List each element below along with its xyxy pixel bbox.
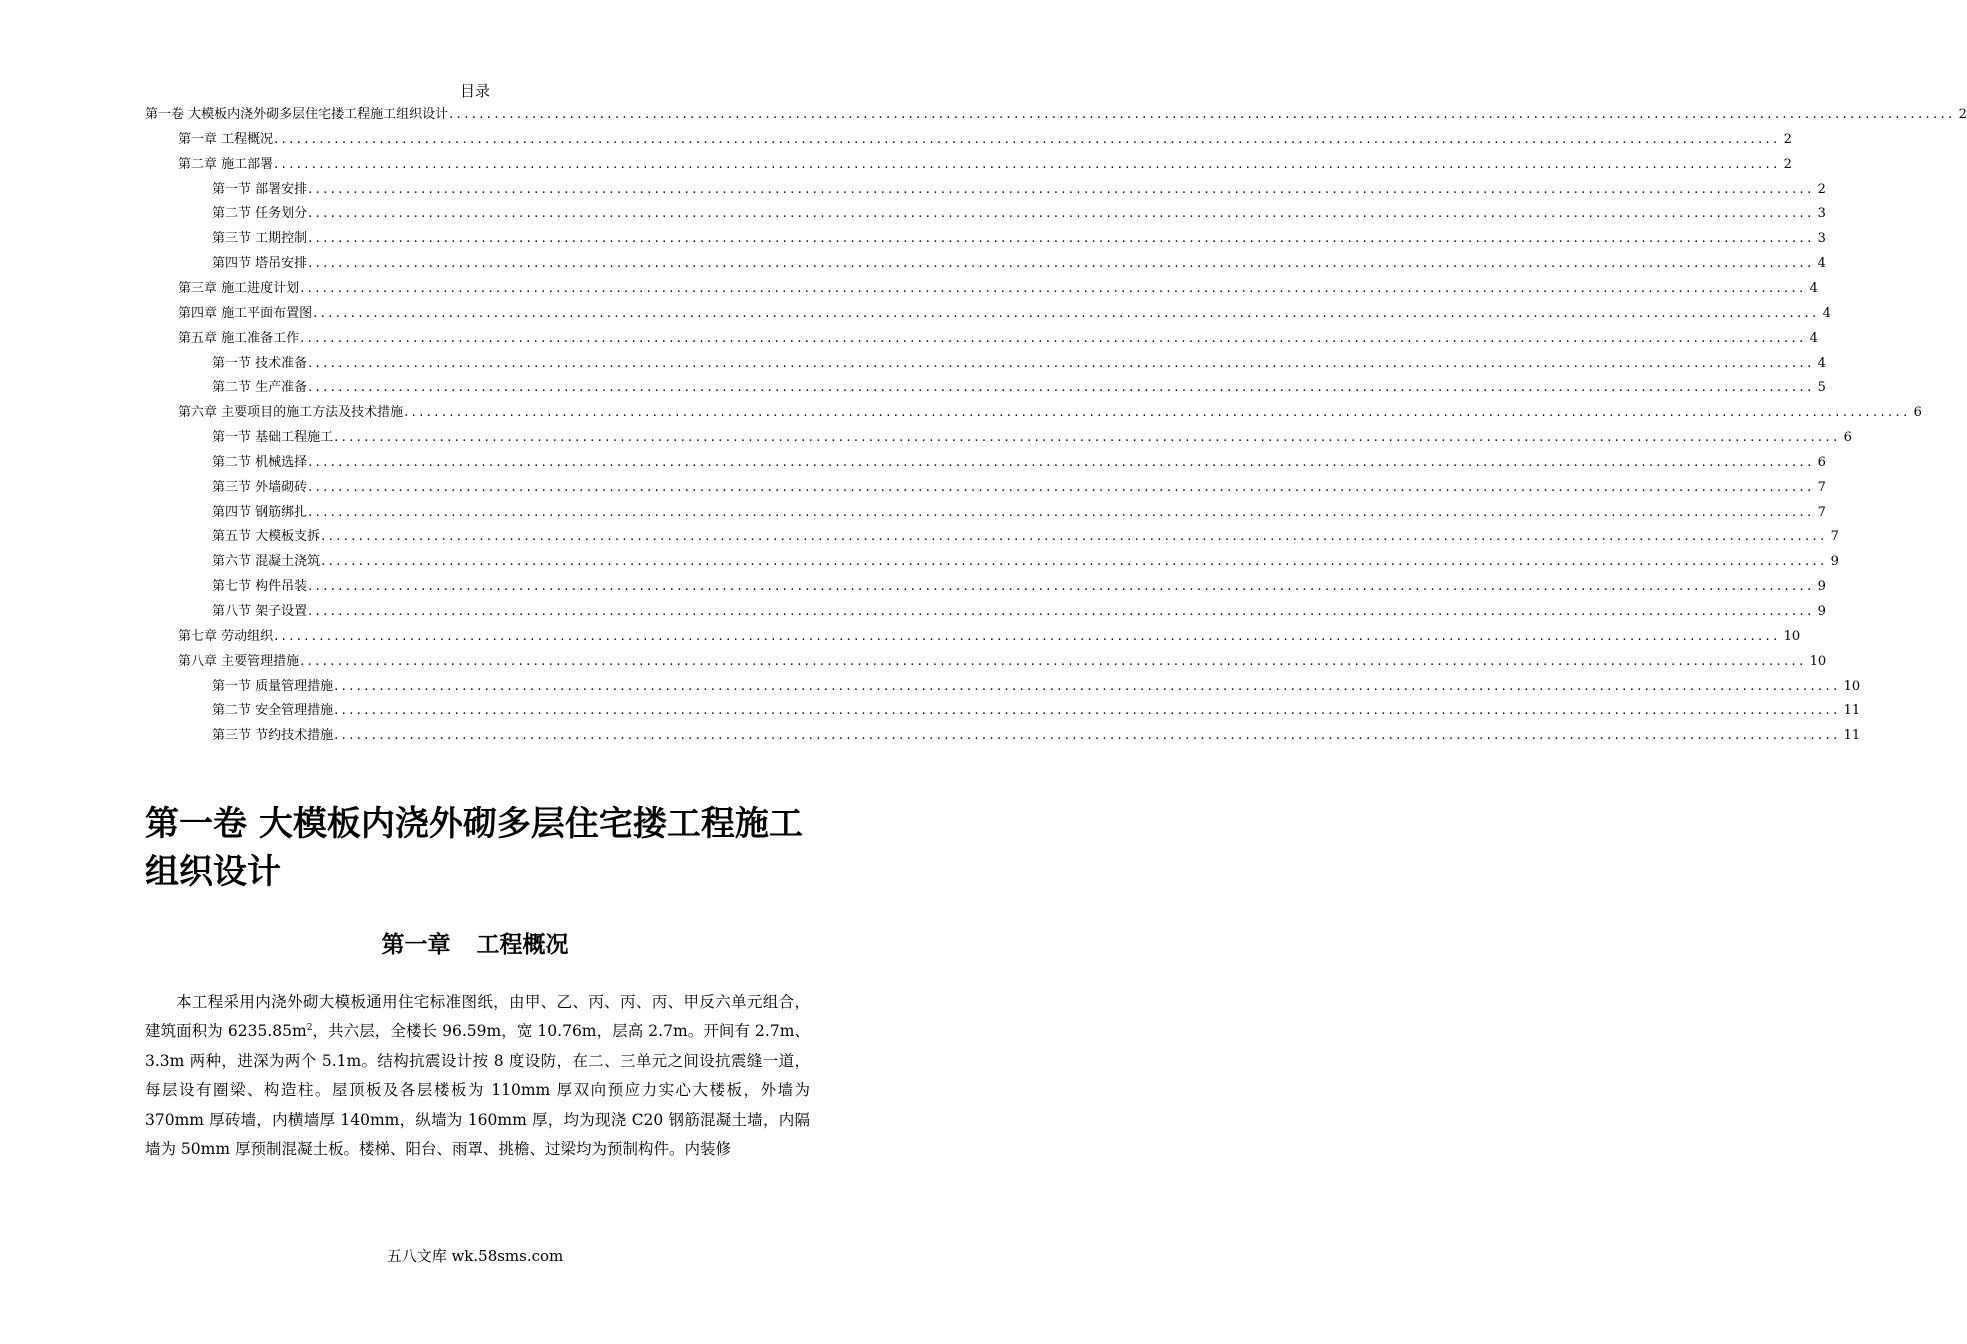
toc-entry-page: 3 <box>1817 206 1826 222</box>
toc-entry[interactable] <box>212 378 1826 398</box>
toc-entry[interactable] <box>178 652 1827 672</box>
toc-entry-page: 6 <box>1817 454 1826 470</box>
toc-dot-leader: ........................................................................................................................................................................................................ <box>308 181 1815 197</box>
toc-dot-leader: ........................................................................................................................................................................................................ <box>321 554 1828 570</box>
toc-entry[interactable] <box>212 552 1839 572</box>
toc-entry[interactable] <box>212 478 1826 498</box>
toc-dot-leader: ........................................................................................................................................................................................................ <box>300 653 1807 669</box>
toc-entry-label: 第一章 工程概况 <box>178 131 274 147</box>
body-paragraph <box>145 988 810 1164</box>
toc-entry[interactable] <box>212 503 1826 523</box>
chapter-number: 第一章 <box>381 932 451 958</box>
toc-entry[interactable] <box>212 229 1826 249</box>
toc-entry-page: 9 <box>1817 579 1826 595</box>
page-footer: 五八文库 wk.58sms.com <box>386 1247 564 1265</box>
toc-entry-page: 10 <box>1843 678 1861 694</box>
toc-entry-page: 10 <box>1809 653 1827 669</box>
toc-entry-page: 3 <box>1817 231 1826 247</box>
toc-entry-label: 第二节 任务划分 <box>212 206 308 222</box>
toc-entry-label: 第三节 外墙砌砖 <box>212 479 308 495</box>
toc-dot-leader: ........................................................................................................................................................................................................ <box>334 728 1841 744</box>
toc-dot-leader: ........................................................................................................................................................................................................ <box>321 529 1828 545</box>
toc-entry[interactable] <box>212 527 1839 547</box>
toc-entry[interactable] <box>212 577 1826 597</box>
chapter-title <box>0 928 950 962</box>
toc-dot-leader: ........................................................................................................................................................................................................ <box>308 380 1815 396</box>
toc-entry-label: 第二章 施工部署 <box>178 156 274 172</box>
toc-dot-leader: ........................................................................................................................................................................................................ <box>308 231 1815 247</box>
chapter-name: 工程概况 <box>476 932 569 958</box>
toc-entry-label: 第五节 大模板支拆 <box>212 529 321 545</box>
toc-entry-page: 7 <box>1830 529 1839 545</box>
toc-entry-page: 6 <box>1913 405 1922 421</box>
toc-entry-label: 第四节 塔吊安排 <box>212 256 308 272</box>
toc-entry-label: 第三节 工期控制 <box>212 231 308 247</box>
toc-entry-page: 5 <box>1817 380 1826 396</box>
toc-dot-leader: ........................................................................................................................................................................................................ <box>308 454 1815 470</box>
toc-entry-page: 4 <box>1817 256 1826 272</box>
toc-entry[interactable] <box>178 279 1818 299</box>
volume-title: 第一卷 大模板内浇外砌多层住宅搂工程施工组织设计 <box>145 804 803 892</box>
toc-entry-label: 第二节 安全管理措施 <box>212 703 334 719</box>
toc-dot-leader: ........................................................................................................................................................................................................ <box>308 479 1815 495</box>
toc-dot-leader: ........................................................................................................................................................................................................ <box>334 678 1841 694</box>
toc-entry[interactable] <box>178 627 1801 647</box>
toc-dot-leader: ........................................................................................................................................................................................................ <box>300 330 1807 346</box>
toc-dot-leader: ........................................................................................................................................................................................................ <box>274 628 1781 644</box>
toc-entry[interactable] <box>212 602 1826 622</box>
toc-dot-leader: ........................................................................................................................................................................................................ <box>274 131 1781 147</box>
toc-entry-page: 4 <box>1809 280 1818 296</box>
toc-entry[interactable] <box>212 677 1861 697</box>
toc-dot-leader: ........................................................................................................................................................................................................ <box>404 405 1911 421</box>
toc-dot-leader: ........................................................................................................................................................................................................ <box>308 355 1815 371</box>
toc-entry-page: 4 <box>1822 305 1831 321</box>
toc-entry[interactable] <box>178 130 1792 150</box>
toc-title: 目录 <box>459 82 490 100</box>
toc-entry-label: 第二节 机械选择 <box>212 454 308 470</box>
toc-entry-page: 7 <box>1817 504 1826 520</box>
toc-entry-label: 第四节 钢筋绑扎 <box>212 504 308 520</box>
toc-entry[interactable] <box>145 105 1967 125</box>
toc-entry[interactable] <box>212 354 1826 374</box>
toc-entry[interactable] <box>178 155 1792 175</box>
toc-entry-label: 第三节 节约技术措施 <box>212 728 334 744</box>
toc-dot-leader: ........................................................................................................................................................................................................ <box>308 504 1815 520</box>
toc-entry[interactable] <box>178 329 1818 349</box>
toc-entry-label: 第一卷 大模板内浇外砌多层住宅搂工程施工组织设计 <box>145 107 449 122</box>
toc-dot-leader: ........................................................................................................................................................................................................ <box>308 256 1815 272</box>
toc-entry-label: 第二节 生产准备 <box>212 380 308 396</box>
toc-entry-page: 2 <box>1783 131 1792 147</box>
toc-entry[interactable] <box>212 180 1826 200</box>
toc-entry-label: 第一节 部署安排 <box>212 181 308 197</box>
toc-entry-page: 11 <box>1843 703 1861 719</box>
toc-entry[interactable] <box>212 726 1861 746</box>
toc-entry-label: 第四章 施工平面布置图 <box>178 305 313 321</box>
toc-entry-label: 第一节 质量管理措施 <box>212 678 334 694</box>
toc-entry-label: 第一节 基础工程施工 <box>212 430 334 446</box>
toc-dot-leader: ........................................................................................................................................................................................................ <box>308 579 1815 595</box>
toc-entry-page: 2 <box>1958 107 1967 122</box>
toc-dot-leader: ........................................................................................................................................................................................................ <box>334 703 1841 719</box>
toc-entry-page: 10 <box>1783 628 1801 644</box>
toc-entry-label: 第七节 构件吊装 <box>212 579 308 595</box>
toc-entry-page: 4 <box>1809 330 1818 346</box>
toc-entry[interactable] <box>212 701 1861 721</box>
paragraph-text-part2: ，共六层，全楼长 96.59m，宽 10.76m，层高 2.7m。开间有 2.7m、3.3m 两种，进深为两个 5.1m。结构抗震设计按 8 度设防，在二、三单元之间设抗震缝一道，每层设有圈梁、构造柱。屋顶板及各层楼板为 110mm 厚双向预应力实心大楼板，外墙为 370mm 厚砖墙，内横墙厚 140mm，纵墙为 160mm 厚，均为现浇 C20 钢筋混凝土墙，内隔墙为 50mm 厚预制混凝土板。楼梯、阳台、雨罩、挑檐、过梁均为预制构件。内装修 <box>145 1022 810 1159</box>
toc-dot-leader: ........................................................................................................................................................................................................ <box>274 156 1781 172</box>
toc-entry[interactable] <box>178 403 1922 423</box>
toc-entry-page: 9 <box>1830 554 1839 570</box>
toc-entry-page: 2 <box>1783 156 1792 172</box>
toc-entry[interactable] <box>212 254 1826 274</box>
toc-dot-leader: ........................................................................................................................................................................................................ <box>300 280 1807 296</box>
toc-dot-leader: ........................................................................................................................................................................................................ <box>449 107 1956 122</box>
toc-entry-label: 第六节 混凝土浇筑 <box>212 554 321 570</box>
toc-entry-label: 第三章 施工进度计划 <box>178 280 300 296</box>
toc-entry-page: 9 <box>1817 604 1826 619</box>
toc-dot-leader: ........................................................................................................................................................................................................ <box>334 430 1841 446</box>
toc-entry-page: 11 <box>1843 728 1861 744</box>
toc-entry-label: 第一节 技术准备 <box>212 355 308 371</box>
paragraph-text-part1: 本工程采用内浇外砌大模板通用住宅标准图纸，由甲、乙、丙、丙、丙、甲反六单元组合，建筑面积为 6235.85m <box>145 993 810 1041</box>
toc-entry[interactable] <box>178 304 1831 324</box>
toc-entry-page: 4 <box>1817 355 1826 371</box>
toc-entry-label: 第八章 主要管理措施 <box>178 653 300 669</box>
toc-entry[interactable] <box>212 428 1852 448</box>
superscript-2: 2 <box>306 1023 313 1034</box>
toc-entry-label: 第六章 主要项目的施工方法及技术措施 <box>178 405 404 421</box>
toc-dot-leader: ........................................................................................................................................................................................................ <box>308 604 1815 619</box>
toc-entry-page: 2 <box>1817 181 1826 197</box>
toc-entry-page: 6 <box>1843 430 1852 446</box>
toc-entry[interactable] <box>212 204 1826 224</box>
toc-entry[interactable] <box>212 453 1826 473</box>
toc-entry-page: 7 <box>1817 479 1826 495</box>
toc-dot-leader: ........................................................................................................................................................................................................ <box>308 206 1815 222</box>
toc-entry-label: 第八节 架子设置 <box>212 604 308 619</box>
toc-dot-leader: ........................................................................................................................................................................................................ <box>313 305 1820 321</box>
toc-entry-label: 第七章 劳动组织 <box>178 628 274 644</box>
toc-entry-label: 第五章 施工准备工作 <box>178 330 300 346</box>
